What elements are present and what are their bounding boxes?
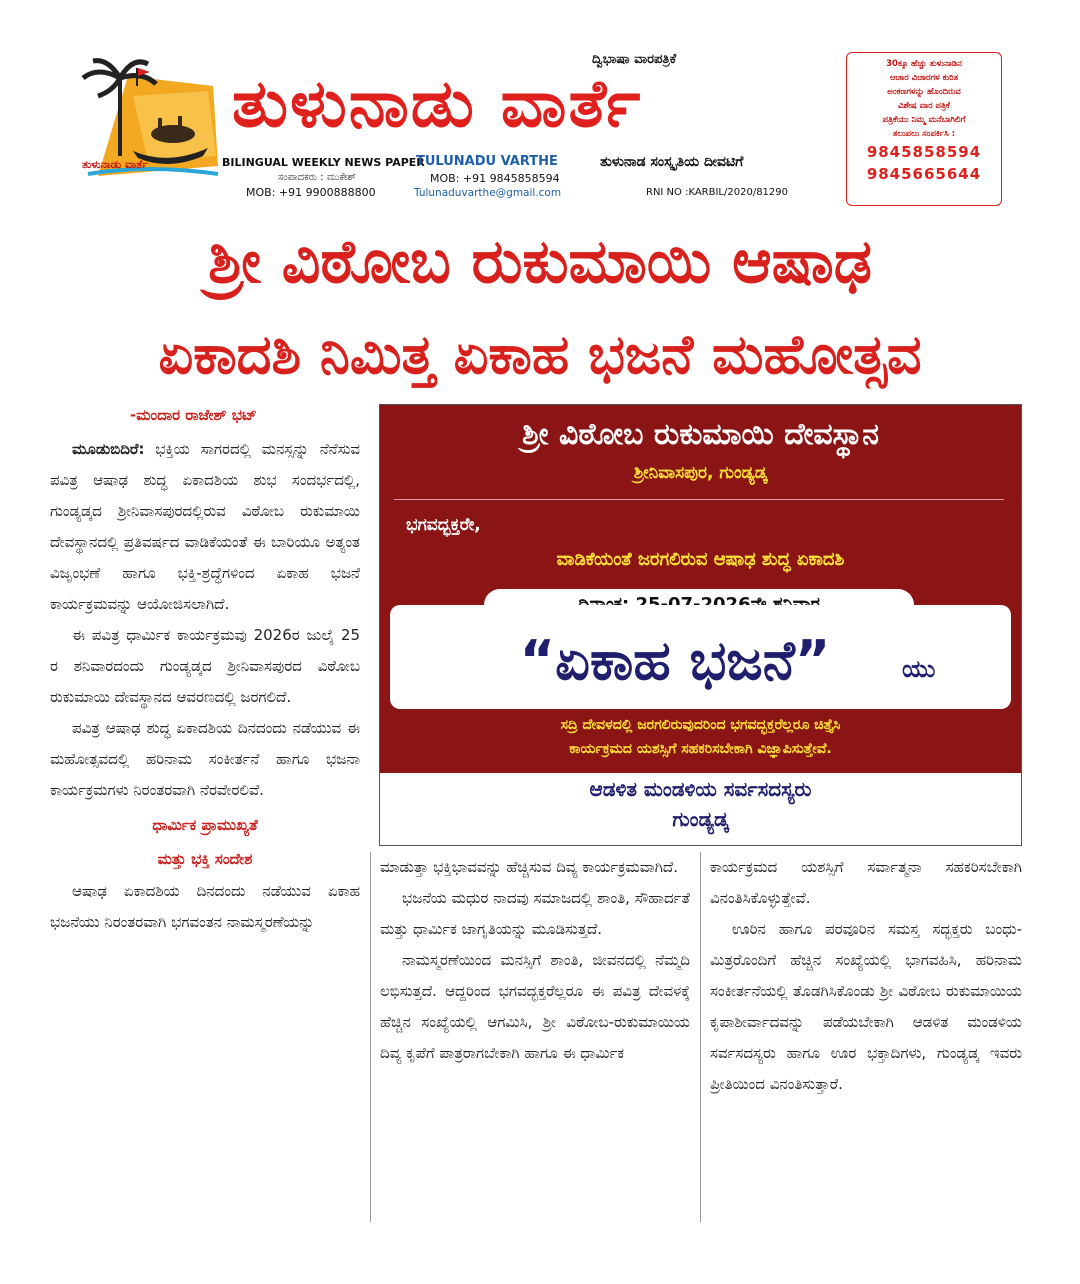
ad-line: ಅಂಕಣಗಳನ್ನು ಹೊಂದಿರುವ — [887, 87, 961, 97]
paragraph: ನಾಮಸ್ಮರಣೆಯಿಂದ ಮನಸ್ಸಿಗೆ ಶಾಂತಿ, ಜೀವನದಲ್ಲಿ ನೆಮ್ಮದಿ ಲಭಿಸುತ್ತದೆ. ಆದ್ದರಿಂದ ಭಗವದ್ಭಕ್ತರೆಲ್ಲರೂ ಈ ಪವಿತ್ರ ದೇವಳಕ್ಕೆ ಹೆಚ್ಚಿನ ಸಂಖ್ಯೆಯಲ್ಲಿ ಆಗಮಿಸಿ, ಶ್ರೀ ವಿಠೋಬ-ರುಕುಮಾಯಿಯ ದಿವ್ಯ ಕೃಪೆಗೆ ಪಾತ್ರರಾಗಬೇಕಾಗಿ ಹಾಗೂ ಈ ಧಾರ್ಮಿಕ — [380, 951, 690, 1062]
banner-appeal-2: ಕಾರ್ಯಕ್ರಮದ ಯಶಸ್ಸಿಗೆ ಸಹಕರಿಸಬೇಕಾಗಿ ವಿಜ್ಞಾಪಿಸುತ್ತೇವೆ. — [569, 741, 832, 757]
byline: -ಮಂದಾರ ರಾಜೇಶ್ ಭಟ್ — [130, 406, 257, 424]
column-rule — [700, 852, 701, 1222]
article-column-2 — [380, 852, 690, 1069]
ad-line: 30ಕ್ಕೂ ಹೆಚ್ಚು ತುಳುನಾಡಿನ — [886, 59, 962, 69]
slogan: ತುಳುನಾಡ ಸಂಸ್ಕೃತಿಯ ದೀವಟಿಗೆ — [600, 154, 744, 170]
subhead-2: ಮತ್ತು ಭಕ್ತಿ ಸಂದೇಶ — [157, 850, 253, 868]
subhead-1: ಧಾರ್ಮಿಕ ಪ್ರಾಮುಖ್ಯತೆ — [152, 816, 258, 834]
paragraph: ಭಜನೆಯ ಮಧುರ ನಾದವು ಸಮಾಜದಲ್ಲಿ ಶಾಂತಿ, ಸೌಹಾರ್ದತೆ ಮತ್ತು ಧಾರ್ಮಿಕ ಜಾಗೃತಿಯನ್ನು ಮೂಡಿಸುತ್ತದೆ. — [380, 889, 690, 938]
article-column-3 — [710, 852, 1022, 1100]
banner-from-1: ಆಡಳಿತ ಮಂಡಳಿಯ ಸರ್ವಸದಸ್ಯರು — [589, 777, 812, 801]
paragraph: ಊರಿನ ಹಾಗೂ ಪರವೂರಿನ ಸಮಸ್ತ ಸದ್ಭಕ್ತರು ಬಂಧು-ಮಿತ್ರರೊಂದಿಗೆ ಹೆಚ್ಚಿನ ಸಂಖ್ಯೆಯಲ್ಲಿ ಭಾಗವಹಿಸಿ, ಹರಿನಾಮ ಸಂಕೀರ್ತನೆಯಲ್ಲಿ ತೊಡಗಿಸಿಕೊಂಡು ಶ್ರೀ ವಿಠೋಬ ರುಕುಮಾಯಿಯ ಕೃಪಾಶೀರ್ವಾದವನ್ನು ಪಡೆಯಬೇಕಾಗಿ ಆಡಳಿತ ಮಂಡಳಿಯ ಸರ್ವಸದಸ್ಯರು ಹಾಗೂ ಊರ ಭಕ್ತಾದಿಗಳು, ಗುಂಡ್ಯಡ್ಕ ಇವರು ಪ್ರೀತಿಯಿಂದ ವಿನಂತಿಸುತ್ತಾರೆ. — [710, 920, 1022, 1093]
headline-line-1: ಶ್ರೀ ವಿಠೋಬ ರುಕುಮಾಯಿ ಆಷಾಢ — [208, 227, 872, 297]
paragraph: ಆಷಾಢ ಏಕಾದಶಿಯ ದಿನದಂದು ನಡೆಯುವ ಏಕಾಹ ಭಜನೆಯು ನಿರಂತರವಾಗಿ ಭಗವಂತನ ನಾಮಸ್ಮರಣೆಯನ್ನು — [50, 882, 360, 931]
ad-line: ಪತ್ರಿಕೆಯು ನಿಮ್ಮ ಮನೆಬಾಗಿಲಿಗೆ — [882, 115, 966, 125]
column-rule — [370, 852, 371, 1222]
newspaper-title: ತುಳುನಾಡು ವಾರ್ತೆ — [232, 65, 643, 142]
mobile-center: MOB: +91 9845858594 — [430, 172, 560, 185]
ad-phone-2: 9845665644 — [866, 165, 982, 183]
paragraph: ಪವಿತ್ರ ಆಷಾಢ ಶುದ್ಧ ಏಕಾದಶಿಯ ದಿನದಂದು ನಡೆಯುವ ಈ ಮಹೋತ್ಸವದಲ್ಲಿ ಹರಿನಾಮ ಸಂಕೀರ್ತನೆ ಹಾಗೂ ಭಜನಾ ಕಾರ್ಯಕ್ರಮಗಳು ನಿರಂತರವಾಗಿ ನೆರವೇರಲಿವೆ. — [50, 719, 360, 799]
ad-line: ತಲುಪಲು ಸಂಪರ್ಕಿಸಿ : — [892, 129, 956, 139]
ad-line: ಆಚಾರ ವಿಚಾರಗಳ ಕುರಿತ — [889, 73, 959, 83]
email-address: Tulunaduvarthe@gmail.com — [414, 187, 562, 199]
dateline: ಮೂಡುಬಿದಿರೆ: — [72, 440, 145, 458]
editor-label: ಸಂಪಾದಕರು : ಮುಕೇಶ್ — [278, 172, 357, 183]
logo-caption: ತುಳುನಾಡು ವಾರ್ತೆ — [82, 158, 149, 171]
paragraph: ಕಾರ್ಯಕ್ರಮದ ಯಶಸ್ಸಿಗೆ ಸರ್ವಾತ್ಮನಾ ಸಹಕರಿಸಬೇಕಾಗಿ ವಿನಂತಿಸಿಕೊಳ್ಳುತ್ತೇವೆ. — [710, 858, 1022, 907]
ad-phone-1: 9845858594 — [866, 143, 982, 161]
bilingual-weekly-tag: ದ್ವಿಭಾಷಾ ವಾರಪತ್ರಿಕೆ — [592, 52, 677, 67]
banner-divider — [394, 499, 1004, 500]
banner-place: ಶ್ರೀನಿವಾಸಪುರ, ಗುಂಡ್ಯಡ್ಕ — [633, 463, 768, 483]
event-invitation-banner — [379, 404, 1022, 846]
english-tagline: BILINGUAL WEEKLY NEWS PAPER — [222, 156, 425, 169]
article-column-1 — [50, 434, 360, 938]
banner-appeal-1: ಸದ್ರಿ ದೇವಳದಲ್ಲಿ ಜರಗಲಿರುವುದರಿಂದ ಭಗವದ್ಭಕ್ತರೆಲ್ಲರೂ ಚಿತ್ತೈಸಿ — [560, 717, 841, 733]
paragraph: ಈ ಪವಿತ್ರ ಧಾರ್ಮಿಕ ಕಾರ್ಯಕ್ರಮವು 2026ರ ಜುಲೈ 25 ರ ಶನಿವಾರದಂದು ಗುಂಡ್ಯಡ್ಕದ ಶ್ರೀನಿವಾಸಪುರದ ವಿಠೋಬ ರುಕುಮಾಯಿ ದೇವಸ್ಥಾನದ ಆವರಣದಲ್ಲಿ ಜರಗಲಿದೆ. — [50, 626, 360, 706]
english-name: TULUNADU VARTHE — [416, 154, 558, 169]
banner-event-suffix: ಯು — [902, 655, 936, 683]
banner-event-title: “ಏಕಾಹ ಭಜನೆ” — [519, 629, 831, 692]
rni-number: RNI NO :KARBIL/2020/81290 — [646, 187, 789, 198]
banner-temple-name: ಶ್ರೀ ವಿಠೋಬ ರುಕುಮಾಯಿ ದೇವಸ್ಥಾನ — [522, 417, 879, 452]
headline-line-2: ಏಕಾದಶಿ ನಿಮಿತ್ತ ಏಕಾಹ ಭಜನೆ ಮಹೋತ್ಸವ — [158, 323, 922, 386]
subscription-ad-box — [846, 52, 1002, 206]
paragraph: ಭಕ್ತಿಯ ಸಾಗರದಲ್ಲಿ ಮನಸ್ಸನ್ನು ನೆನೆಸುವ ಪವಿತ್ರ ಆಷಾಢ ಶುದ್ಧ ಏಕಾದಶಿಯ ಶುಭ ಸಂದರ್ಭದಲ್ಲಿ, ಗುಂಡ್ಯಡ್ಕದ ಶ್ರೀನಿವಾಸಪುರದಲ್ಲಿರುವ ವಿಠೋಬ ರುಕುಮಾಯಿ ದೇವಸ್ಥಾನದಲ್ಲಿ ಪ್ರತಿವರ್ಷದ ವಾಡಿಕೆಯಂತೆ ಈ ಬಾರಿಯೂ ಅತ್ಯಂತ ವಿಜೃಂಭಣೆ ಹಾಗೂ ಭಕ್ತಿ-ಶ್ರದ್ಧೆಗಳಿಂದ ಏಕಾಹ ಭಜನೆ ಕಾರ್ಯಕ್ರಮವನ್ನು ಆಯೋಜಿಸಲಾಗಿದೆ. — [50, 440, 360, 613]
ad-line: ವಿಶೇಷ ವಾರ ಪತ್ರಿಕೆ — [897, 101, 951, 111]
paragraph: ಮಾಡುತ್ತಾ ಭಕ್ತಿಭಾವವನ್ನು ಹೆಚ್ಚಿಸುವ ದಿವ್ಯ ಕಾರ್ಯಕ್ರಮವಾಗಿದೆ. — [380, 858, 678, 876]
mobile-left: MOB: +91 9900888800 — [246, 186, 376, 199]
banner-greeting: ಭಗವದ್ಭಕ್ತರೇ, — [406, 515, 481, 535]
banner-from-2: ಗುಂಡ್ಯಡ್ಕ — [672, 807, 729, 831]
banner-occasion: ವಾಡಿಕೆಯಂತೆ ಜರಗಲಿರುವ ಆಷಾಢ ಶುದ್ಧ ಏಕಾದಶಿ — [556, 549, 845, 570]
newspaper-logo — [78, 56, 223, 186]
